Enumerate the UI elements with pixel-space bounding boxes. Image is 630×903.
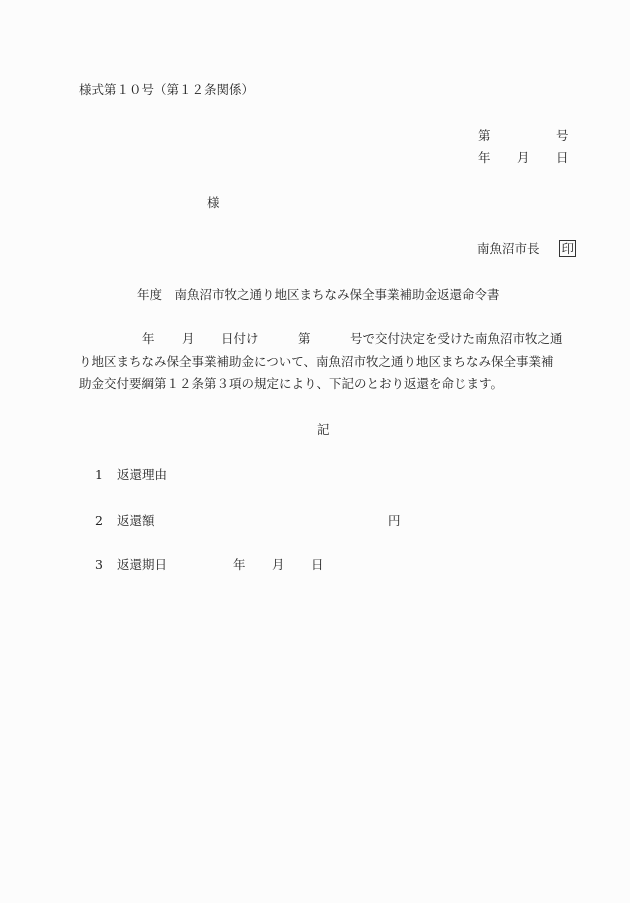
body-line1-rest: 号で交付決定を受けた南魚沼市牧之通 xyxy=(350,331,563,346)
item-label: 返還額 xyxy=(117,513,155,528)
doc-date-month: 月 xyxy=(517,150,530,165)
item-number: 1 xyxy=(95,467,103,482)
body-line3: 助金交付要綱第１２条第３項の規定により、下記のとおり返還を命じます。 xyxy=(79,376,504,391)
deadline-day: 日 xyxy=(311,557,324,572)
document-title: 年度 南魚沼市牧之通り地区まちなみ保全事業補助金返還命令書 xyxy=(137,287,500,302)
issuer xyxy=(477,240,576,257)
item-label: 返還理由 xyxy=(117,467,168,482)
body-month: 月 xyxy=(182,331,195,346)
doc-date-year: 年 xyxy=(478,150,491,165)
doc-number-prefix: 第 xyxy=(478,128,491,143)
doc-date-day: 日 xyxy=(556,150,569,165)
ki-heading: 記 xyxy=(317,422,330,437)
body-line2: り地区まちなみ保全事業補助金について、南魚沼市牧之通り地区まちなみ保全事業補 xyxy=(79,354,554,369)
item-label: 返還期日 xyxy=(117,557,168,572)
deadline-year: 年 xyxy=(233,557,246,572)
deadline-month: 月 xyxy=(272,557,285,572)
form-label: 様式第１０号（第１２条関係） xyxy=(79,82,255,97)
body-no-prefix: 第 xyxy=(298,331,311,346)
item-unit-yen: 円 xyxy=(388,513,401,528)
item-number: 3 xyxy=(95,557,103,572)
issuer-name: 南魚沼市長 xyxy=(477,241,540,256)
item-number: 2 xyxy=(95,513,103,528)
seal-stamp: 印 xyxy=(561,241,574,256)
body-year: 年 xyxy=(142,331,155,346)
addressee-suffix: 様 xyxy=(207,195,220,210)
body-dated: 日付け xyxy=(221,331,259,346)
doc-number-suffix: 号 xyxy=(556,128,569,143)
